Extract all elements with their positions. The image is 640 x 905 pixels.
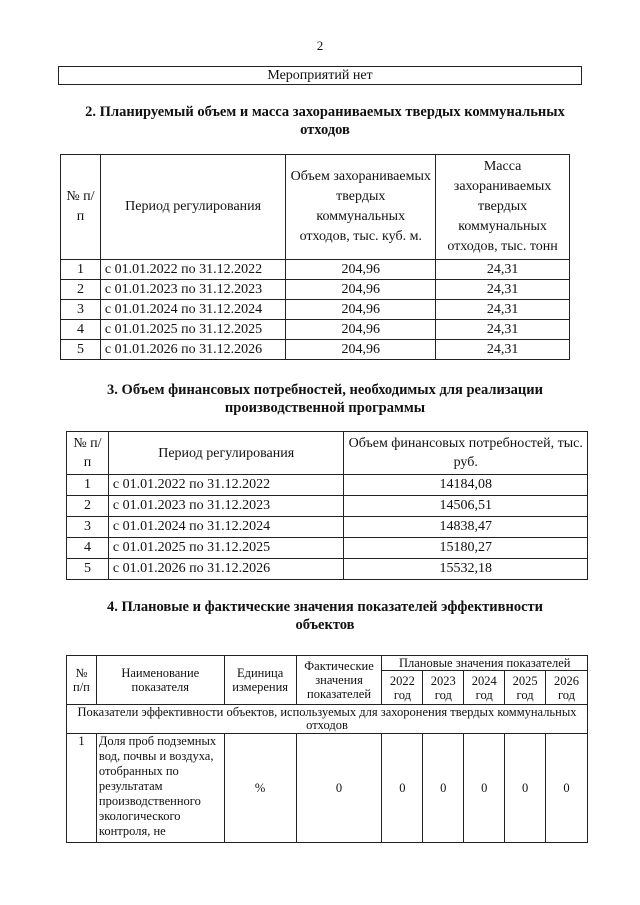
section2-title	[40, 103, 610, 139]
table-row	[61, 340, 570, 360]
row-finance: 14506,51	[344, 496, 588, 517]
table-group-row	[67, 705, 588, 734]
col-num-header: № п/п	[67, 432, 109, 475]
row-num: 1	[67, 734, 97, 843]
row-volume: 204,96	[286, 300, 436, 320]
row-volume: 204,96	[286, 260, 436, 280]
col-planned-header: Плановые значения показателей	[382, 656, 588, 671]
row-num: 2	[61, 280, 101, 300]
row-num: 4	[61, 320, 101, 340]
row-finance: 15532,18	[344, 559, 588, 580]
row-finance: 15180,27	[344, 538, 588, 559]
col-year-2023-header: 2023 год	[423, 671, 464, 705]
table-row	[67, 538, 588, 559]
finance-table	[66, 431, 588, 580]
row-actual: 0	[296, 734, 382, 843]
col-name-header: Наименование показателя	[96, 656, 224, 705]
table-row	[67, 559, 588, 580]
col-finance-header: Объем финансовых потребностей, тыс. руб.	[344, 432, 588, 475]
row-num: 5	[61, 340, 101, 360]
row-period: с 01.01.2023 по 31.12.2023	[100, 280, 285, 300]
row-volume: 204,96	[286, 280, 436, 300]
col-year-2025-header: 2025 год	[505, 671, 546, 705]
row-num: 2	[67, 496, 109, 517]
col-actual-header: Фактические значения показателей	[296, 656, 382, 705]
row-num: 1	[61, 260, 101, 280]
table-row	[67, 734, 588, 843]
row-num: 5	[67, 559, 109, 580]
col-num-header: № п/п	[61, 155, 101, 260]
col-num-header: № п/п	[67, 656, 97, 705]
table-row	[67, 475, 588, 496]
efficiency-table	[66, 655, 588, 843]
table-row	[61, 300, 570, 320]
row-volume: 204,96	[286, 320, 436, 340]
row-mass: 24,31	[436, 280, 570, 300]
col-period-header: Период регулирования	[100, 155, 285, 260]
row-period: с 01.01.2024 по 31.12.2024	[108, 517, 344, 538]
row-period: с 01.01.2026 по 31.12.2026	[100, 340, 285, 360]
row-mass: 24,31	[436, 320, 570, 340]
table-header-row	[61, 155, 570, 260]
row-num: 3	[61, 300, 101, 320]
col-year-2022-header: 2022 год	[382, 671, 423, 705]
row-num: 4	[67, 538, 109, 559]
row-mass: 24,31	[436, 340, 570, 360]
no-events-box: Мероприятий нет	[58, 66, 582, 85]
waste-volume-table	[60, 154, 570, 360]
row-plan-2026: 0	[546, 734, 588, 843]
row-period: с 01.01.2022 по 31.12.2022	[108, 475, 344, 496]
row-plan-2024: 0	[464, 734, 505, 843]
col-volume-header: Объем захораниваемых твердых коммунальных отходов, тыс. куб. м.	[286, 155, 436, 260]
section3-title-line2: производственной программы	[224, 400, 426, 416]
col-period-header: Период регулирования	[108, 432, 344, 475]
row-finance: 14184,08	[344, 475, 588, 496]
row-indicator-name: Доля проб подземных вод, почвы и воздуха, отобранных по результатам производственного экологического контроля, не	[96, 734, 224, 843]
row-period: с 01.01.2022 по 31.12.2022	[100, 260, 285, 280]
table-row	[61, 260, 570, 280]
row-period: с 01.01.2023 по 31.12.2023	[108, 496, 344, 517]
section4-title-line1: 4. Плановые и фактические значения показателей эффективности	[106, 599, 543, 615]
table-row	[67, 496, 588, 517]
col-year-2024-header: 2024 год	[464, 671, 505, 705]
col-year-2026-header: 2026 год	[546, 671, 588, 705]
row-mass: 24,31	[436, 260, 570, 280]
row-mass: 24,31	[436, 300, 570, 320]
row-num: 3	[67, 517, 109, 538]
page-number: 2	[316, 38, 324, 53]
col-mass-header: Масса захораниваемых твердых коммунальных отходов, тыс. тонн	[436, 155, 570, 260]
group-title: Показатели эффективности объектов, используемых для захоронения твердых коммунальных отходов	[67, 705, 588, 734]
row-period: с 01.01.2024 по 31.12.2024	[100, 300, 285, 320]
row-plan-2023: 0	[423, 734, 464, 843]
row-period: с 01.01.2026 по 31.12.2026	[108, 559, 344, 580]
section4-title-line2: объектов	[295, 617, 355, 633]
row-unit: %	[224, 734, 296, 843]
table-header-row	[67, 432, 588, 475]
row-finance: 14838,47	[344, 517, 588, 538]
table-row	[67, 517, 588, 538]
section2-title-line2: отходов	[300, 122, 350, 138]
table-row	[61, 280, 570, 300]
table-header-row	[67, 656, 588, 671]
row-volume: 204,96	[286, 340, 436, 360]
section3-title-line1: 3. Объем финансовых потребностей, необходимых для реализации	[107, 382, 543, 398]
row-plan-2022: 0	[382, 734, 423, 843]
section2-title-line1: 2. Планируемый объем и масса захораниваемых твердых коммунальных	[85, 104, 565, 120]
row-plan-2025: 0	[505, 734, 546, 843]
section3-title	[40, 381, 610, 417]
col-unit-header: Единица измерения	[224, 656, 296, 705]
table-row	[61, 320, 570, 340]
row-period: с 01.01.2025 по 31.12.2025	[100, 320, 285, 340]
row-num: 1	[67, 475, 109, 496]
row-period: с 01.01.2025 по 31.12.2025	[108, 538, 344, 559]
section4-title	[40, 598, 610, 634]
